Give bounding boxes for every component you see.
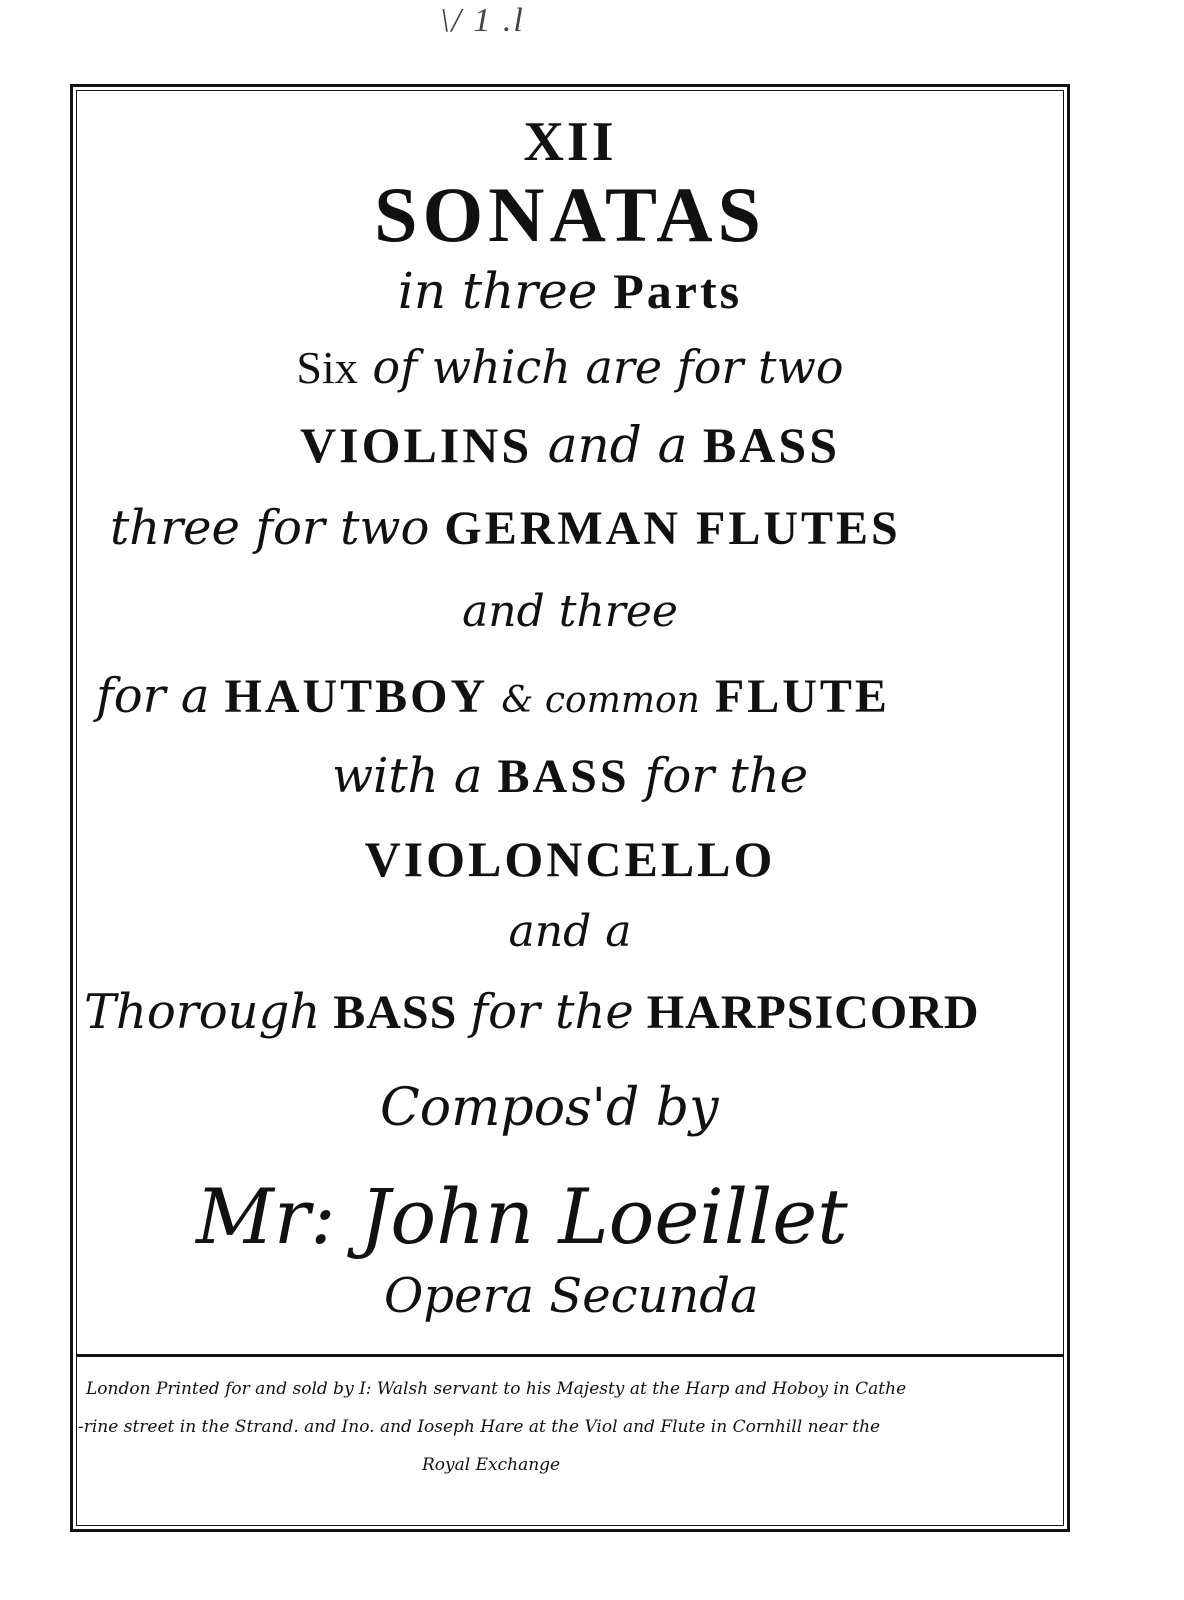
title-line-4-caps: Six — [296, 342, 358, 393]
title-line-7 — [76, 586, 1064, 637]
title-line-8 — [96, 668, 1084, 724]
title-line-5 — [76, 416, 1064, 474]
imprint-line-1: London Printed for and sold by I: Walsh servant to his Majesty at the Harp and Hoboy in Cathe — [86, 1379, 907, 1399]
title-line-3-italic: in three — [397, 262, 598, 320]
title-line-7-italic: and three — [462, 586, 678, 637]
title-line-11 — [76, 906, 1064, 957]
title-line-15 — [384, 1268, 759, 1324]
imprint-box — [76, 1354, 1064, 1526]
title-line-12-italic-a: Thorough — [84, 984, 321, 1040]
title-line-6 — [110, 500, 1098, 556]
title-line-3 — [76, 262, 1064, 320]
imprint-line-2: -rine street in the Strand. and Ino. and Ioseph Hare at the Viol and Flute in Cornhill near the — [78, 1417, 881, 1437]
title-main: SONATAS — [374, 171, 766, 258]
title-line-14 — [196, 1172, 848, 1261]
flute-text: FLUTE — [714, 670, 890, 723]
violins-text: VIOLINS — [300, 417, 533, 473]
opus-number: Opera Secunda — [384, 1268, 759, 1324]
german-flutes-text: GERMAN FLUTES — [444, 502, 901, 555]
title-line-1 — [76, 110, 1064, 174]
title-line-9-italic-b: for the — [644, 748, 809, 804]
title-line-9-italic-a: with a — [331, 748, 483, 804]
title-line-11-italic: and a — [508, 906, 632, 957]
composer-name: Mr: John Loeillet — [196, 1172, 848, 1261]
title-line-13 — [380, 1078, 718, 1138]
title-line-8-italic-b: & common — [501, 680, 700, 721]
title-line-10 — [76, 830, 1064, 888]
shelfmark: \/ 1 .l — [440, 2, 525, 39]
composed-by: Compos'd by — [380, 1078, 719, 1138]
title-line-2 — [76, 170, 1064, 260]
title-numeral: XII — [523, 111, 617, 173]
hautboy-text: HAUTBOY — [224, 670, 487, 723]
title-line-9 — [76, 748, 1064, 804]
bass-text: BASS — [702, 417, 840, 473]
title-line-12-italic-b: for the — [470, 984, 634, 1040]
imprint-line-3: Royal Exchange — [422, 1455, 561, 1475]
harpsicord-text: HARPSICORD — [646, 986, 980, 1039]
title-line-4-italic: of which are for two — [372, 340, 844, 394]
title-line-3-caps: Parts — [613, 263, 743, 319]
violoncello-text: VIOLONCELLO — [364, 831, 776, 887]
bass-text-2: BASS — [497, 750, 630, 803]
bass-text-3: BASS — [333, 986, 458, 1039]
title-line-12 — [84, 984, 1072, 1040]
title-line-4 — [76, 340, 1064, 394]
title-line-6-italic: three for two — [110, 500, 430, 556]
title-line-5-italic: and a — [547, 416, 688, 474]
title-line-8-italic-a: for a — [96, 668, 210, 724]
